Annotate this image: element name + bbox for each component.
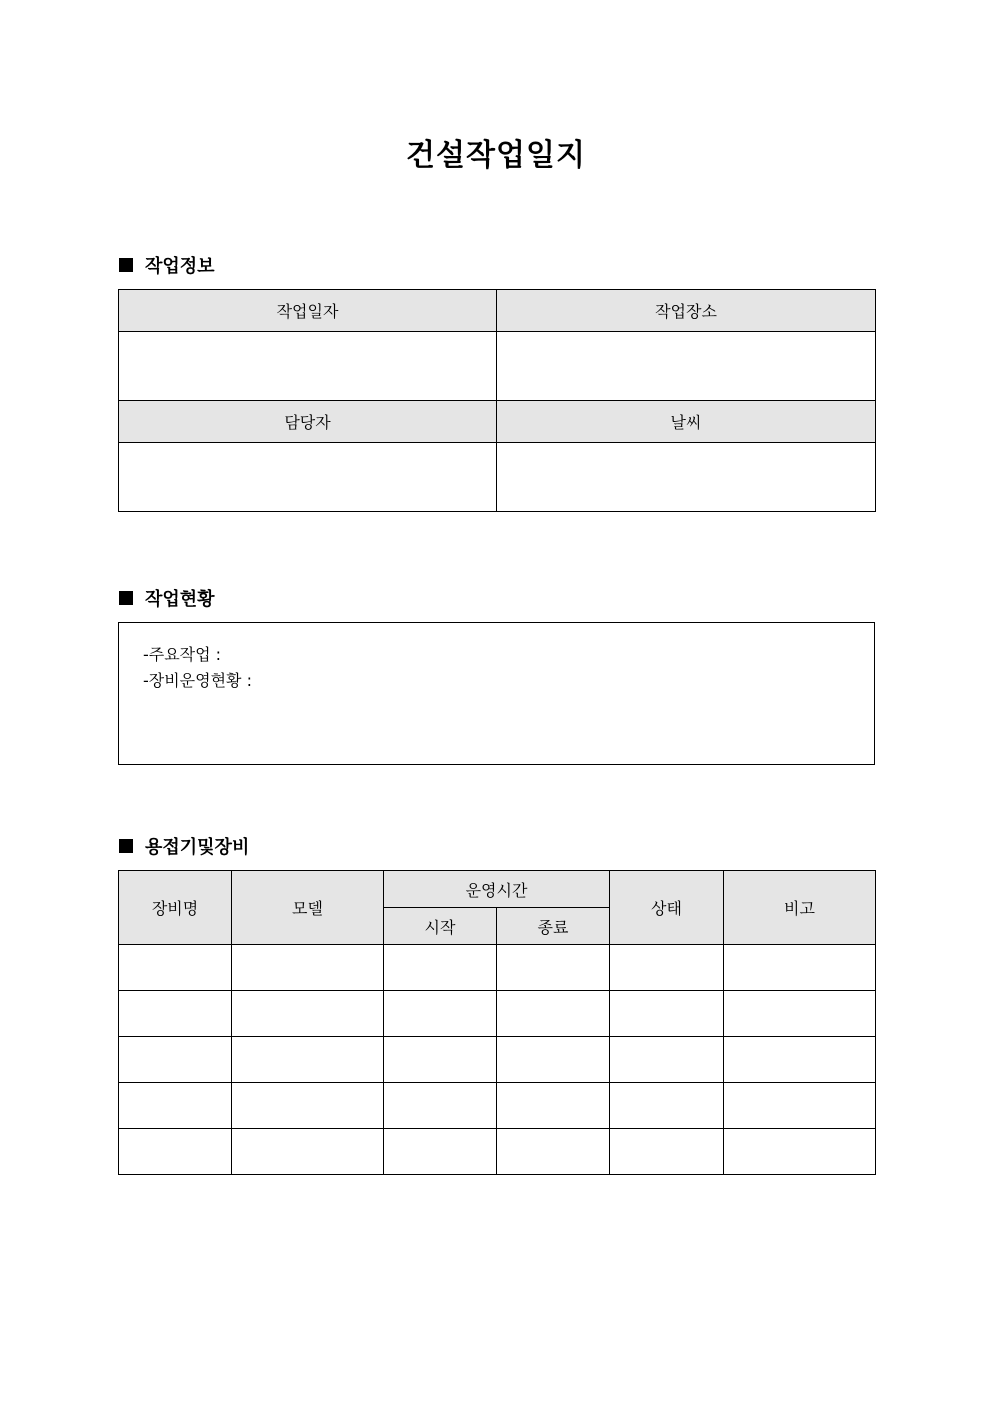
equipment-name-cell[interactable] — [119, 945, 232, 991]
remarks-cell[interactable] — [724, 991, 876, 1037]
status-cell[interactable] — [610, 945, 724, 991]
square-bullet-icon — [119, 258, 133, 272]
model-cell[interactable] — [232, 1083, 384, 1129]
equipment-name-cell[interactable] — [119, 991, 232, 1037]
end-time-cell[interactable] — [497, 1129, 610, 1175]
work-info-table — [118, 289, 876, 512]
start-time-cell[interactable] — [384, 991, 497, 1037]
status-header: 상태 — [610, 871, 724, 945]
work-location-field[interactable] — [497, 332, 876, 401]
section-heading-work-info — [119, 253, 215, 277]
model-cell[interactable] — [232, 991, 384, 1037]
work-date-label: 작업일자 — [119, 290, 497, 332]
page-title: 건설작업일지 — [406, 138, 586, 173]
main-work-line: -주요작업 : — [143, 645, 222, 664]
section-heading-work-status — [119, 586, 215, 610]
work-date-field[interactable] — [119, 332, 497, 401]
section-heading-label: 작업현황 — [145, 589, 215, 610]
equipment-name-header: 장비명 — [119, 871, 232, 945]
table-row — [119, 1037, 876, 1083]
end-time-cell[interactable] — [497, 945, 610, 991]
remarks-header: 비고 — [724, 871, 876, 945]
end-time-cell[interactable] — [497, 1083, 610, 1129]
work-status-box[interactable] — [118, 622, 875, 765]
model-cell[interactable] — [232, 945, 384, 991]
status-cell[interactable] — [610, 991, 724, 1037]
model-header: 모델 — [232, 871, 384, 945]
section-heading-label: 용접기및장비 — [145, 837, 250, 858]
start-time-cell[interactable] — [384, 1083, 497, 1129]
end-time-header: 종료 — [497, 908, 610, 945]
equipment-name-cell[interactable] — [119, 1083, 232, 1129]
remarks-cell[interactable] — [724, 1129, 876, 1175]
model-cell[interactable] — [232, 1037, 384, 1083]
manager-label: 담당자 — [119, 401, 497, 443]
table-row — [119, 945, 876, 991]
status-cell[interactable] — [610, 1083, 724, 1129]
remarks-cell[interactable] — [724, 1037, 876, 1083]
square-bullet-icon — [119, 839, 133, 853]
section-heading-equipment — [119, 834, 249, 858]
model-cell[interactable] — [232, 1129, 384, 1175]
equipment-name-cell[interactable] — [119, 1129, 232, 1175]
equipment-table — [118, 870, 876, 1175]
start-time-cell[interactable] — [384, 1037, 497, 1083]
equipment-name-cell[interactable] — [119, 1037, 232, 1083]
equipment-operation-line: -장비운영현황 : — [143, 671, 252, 690]
end-time-cell[interactable] — [497, 991, 610, 1037]
end-time-cell[interactable] — [497, 1037, 610, 1083]
manager-field[interactable] — [119, 443, 497, 512]
table-row — [119, 991, 876, 1037]
weather-field[interactable] — [497, 443, 876, 512]
status-cell[interactable] — [610, 1129, 724, 1175]
table-row — [119, 1083, 876, 1129]
start-time-cell[interactable] — [384, 945, 497, 991]
remarks-cell[interactable] — [724, 945, 876, 991]
start-time-header: 시작 — [384, 908, 497, 945]
status-cell[interactable] — [610, 1037, 724, 1083]
start-time-cell[interactable] — [384, 1129, 497, 1175]
operating-time-header: 운영시간 — [384, 871, 610, 908]
remarks-cell[interactable] — [724, 1083, 876, 1129]
section-heading-label: 작업정보 — [145, 256, 215, 277]
table-row — [119, 1129, 876, 1175]
work-location-label: 작업장소 — [497, 290, 876, 332]
square-bullet-icon — [119, 591, 133, 605]
weather-label: 날씨 — [497, 401, 876, 443]
